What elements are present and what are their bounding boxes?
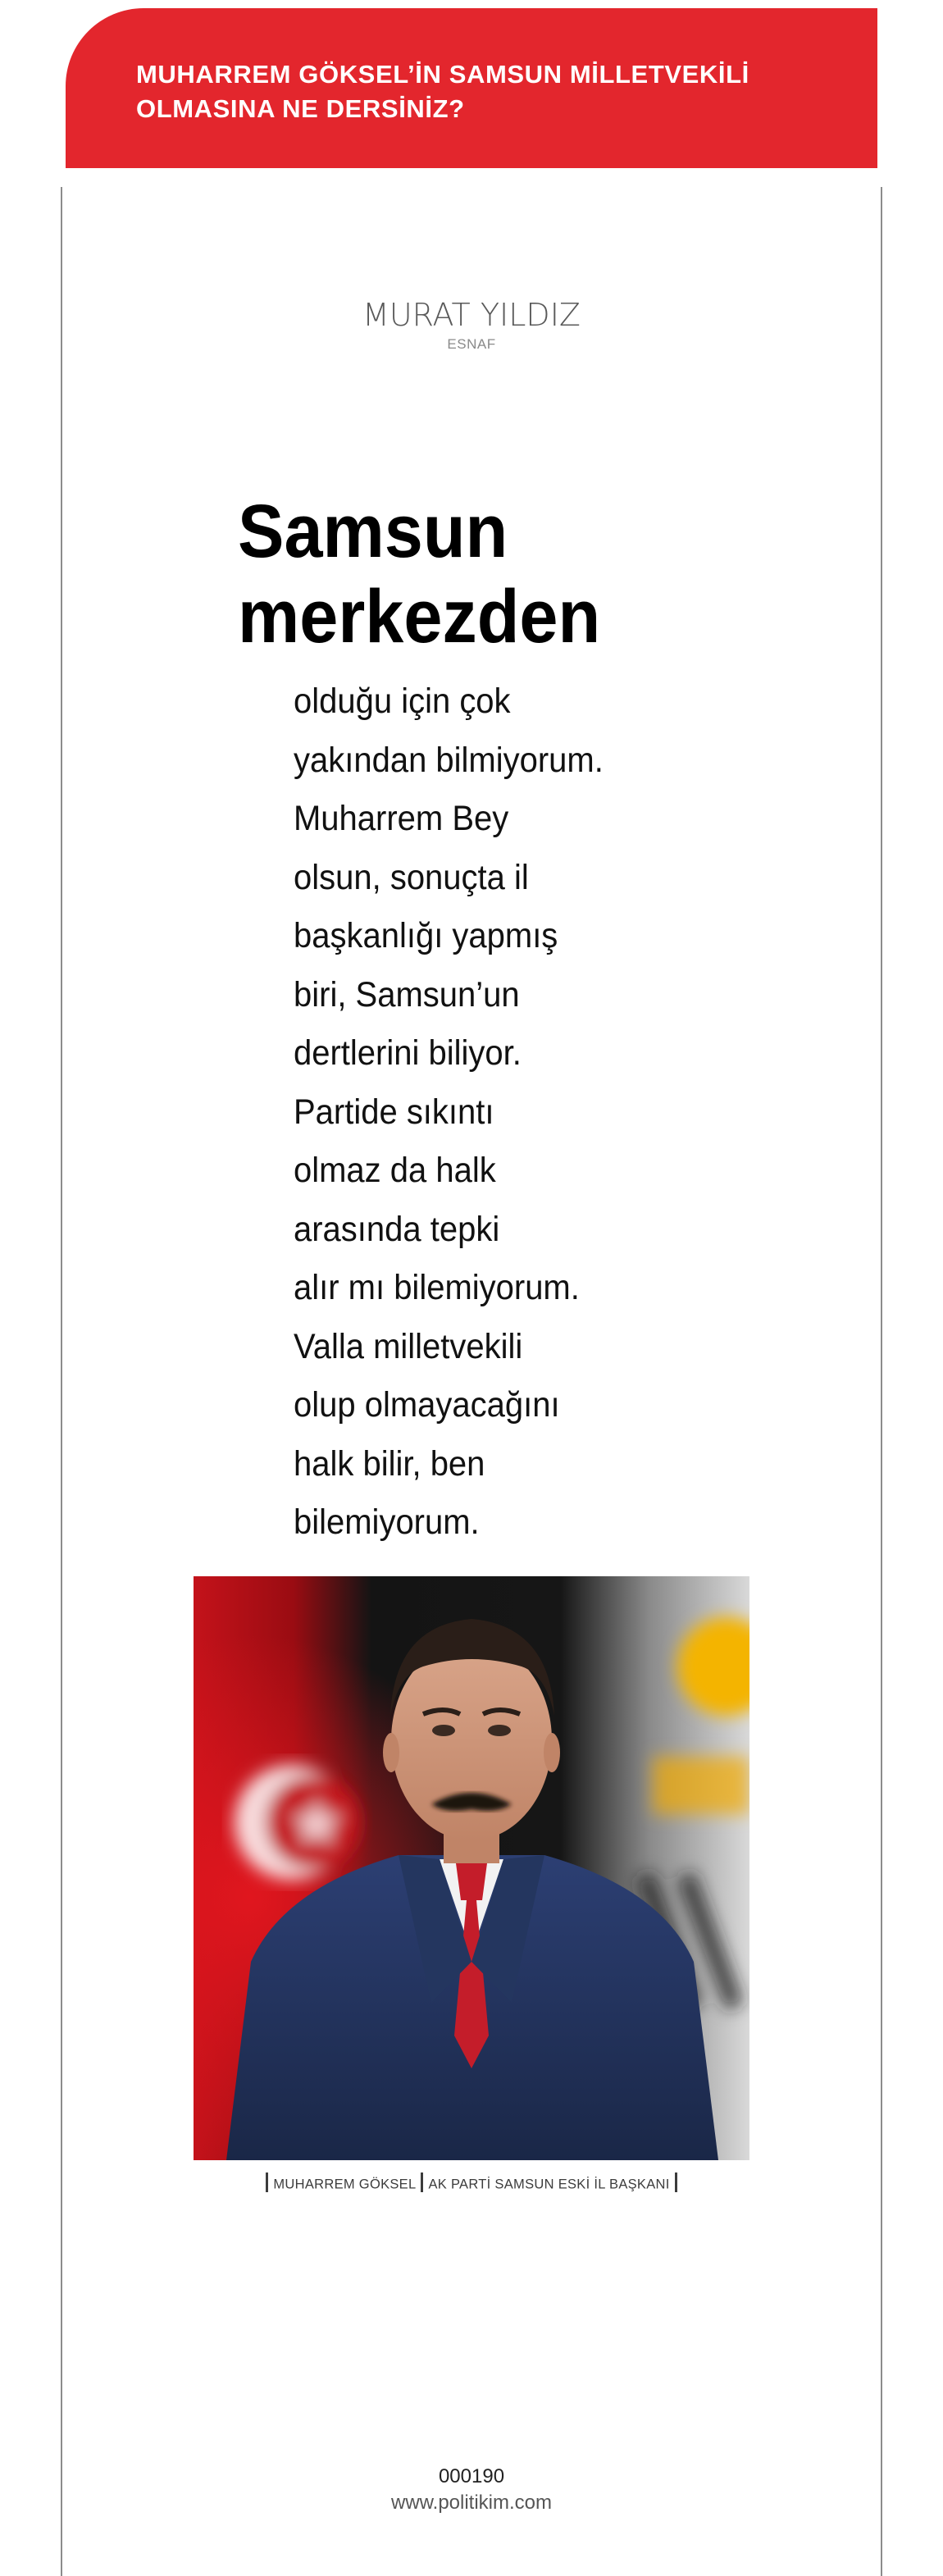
caption-divider <box>421 2173 423 2192</box>
quote-body <box>294 672 626 1552</box>
quote-line: yakından bilmiyorum. <box>294 740 604 780</box>
page-frame-left-line <box>61 187 62 2576</box>
site-url-link[interactable]: www.politikim.com <box>390 2492 553 2514</box>
quote-line: alır mı bilemiyorum. <box>294 1268 580 1307</box>
author-block <box>0 297 943 353</box>
portrait-photo <box>194 1576 749 2160</box>
survey-question-title: MUHARREM GÖKSEL’İN SAMSUN MİLLETVEKİLİ OLMASINA NE DERSİNİZ? <box>136 60 749 123</box>
article-headline: Samsun merkezden <box>238 490 601 659</box>
quote-line: halk bilir, ben <box>294 1443 485 1484</box>
caption-divider <box>675 2173 677 2192</box>
page-code: 000190 <box>438 2465 505 2487</box>
quote-line: olduğu için çok <box>294 682 511 721</box>
author-name: MURAT YILDIZ <box>362 297 581 333</box>
caption-person-title: AK PARTİ SAMSUN ESKİ İL BAŞKANI <box>428 2177 670 2192</box>
quote-line: başkanlığı yapmış <box>294 916 558 955</box>
author-occupation: ESNAF <box>447 336 496 352</box>
quote-line: arasında tepki <box>294 1209 500 1249</box>
quote-line: biri, Samsun’un <box>294 974 520 1014</box>
quote-line: dertlerini biliyor. <box>294 1033 522 1073</box>
caption-person-name: MUHARREM GÖKSEL <box>273 2177 417 2192</box>
quote-line: Muharrem Bey <box>294 799 509 838</box>
quote-line: bilemiyorum. <box>294 1502 480 1542</box>
photo-caption <box>0 2175 943 2195</box>
header-banner <box>66 8 877 168</box>
quote-line: Partide sıkıntı <box>294 1092 494 1132</box>
quote-line: Valla milletvekili <box>294 1326 523 1366</box>
page-footer <box>0 2464 943 2516</box>
quote-line: olup olmayacağını <box>294 1385 560 1425</box>
caption-divider <box>266 2173 268 2192</box>
quote-line: olsun, sonuçta il <box>294 857 529 897</box>
quote-line: olmaz da halk <box>294 1151 496 1190</box>
page-frame-right-line <box>881 187 882 2576</box>
